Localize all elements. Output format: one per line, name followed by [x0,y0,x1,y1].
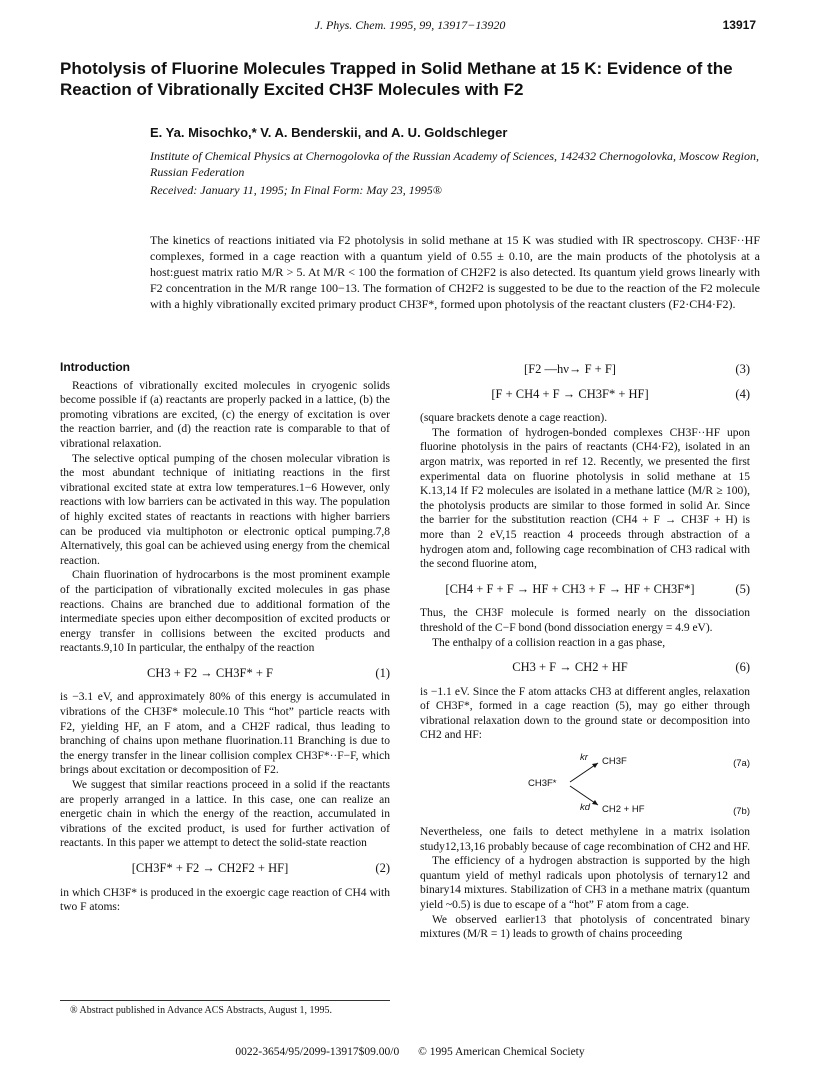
section-heading-introduction: Introduction [60,360,130,374]
paragraph: is −3.1 eV, and approximately 80% of this energy is accumulated in vibrations of the CH3F* molecule.10 This “hot” particle reacts with F2, yielding HF, an F atom, and a CH2F radical, thus leading to branching of chains upon methane fluorination.11 Branching is due to the energy transfer in the linear collision complex CH3F*··F−F, which brings about excitation or decomposition of F2. [60,691,390,777]
paragraph: The efficiency of a hydrogen abstraction is supported by the high quantum yield of methyl radicals upon photolysis of ternary12 and binary14 mixtures. Stabilization of CH3 in a methane matrix (quantum yield ~0.5) is due to escape of a “hot” F atom from a cage. [420,855,750,912]
equation-1 [60,666,390,681]
equation-3 [420,362,750,377]
equation-number: (2) [375,861,390,875]
running-header [0,18,820,38]
equation-expression: CH3 + F → CH2 + HF [512,660,628,675]
paragraph: The formation of hydrogen-bonded complexes CH3F··HF upon fluorine photolysis in the pairs of reactants (CH4·F2), isolated in an argon matrix, was reported in ref 12. Recently, we presented the first experimental data on fluorine photolysis in solid methane at 15 K.13,14 If F2 molecules are isolated in a methane lattice (M/R ≥ 100), the photolysis products are similar to those formed in solid Ar. Since the barrier for the substitution reaction (CH4 + F → CH3F + H) is more than 2 eV,15 reaction 4 proceeds through abstraction of a hydrogen atom and, following cage recombination of CH3 radical with the second fluorine atom, [420,426,750,571]
equation-expression: [CH3F* + F2 → CH2F2 + HF] [131,861,289,875]
footnote: ® Abstract published in Advance ACS Abstracts, August 1, 1995. [70,1005,333,1016]
rate-constant-kd: kd [580,802,591,814]
equation-number: (4) [735,386,750,401]
paragraph: The selective optical pumping of the chosen molecular vibration is the most abundant technique of initiating reactions in the first vibrational excited state at extra low temperatures.1−6 However, only reactions with low barriers can be activated in this way. The population of highly excited states of reactants in reactions with higher barriers can be produced via multiphoton or electronic optical pumping.7,8 Alternatively, this goal can be achieved using energy from the chemical reaction. [60,452,390,567]
equation-number: (6) [735,660,750,675]
equation-number: (3) [735,362,750,376]
article-code: 0022-3654/95/2099-13917$09.00/0 [235,1046,400,1058]
left-column [60,360,390,915]
paragraph: We suggest that similar reactions proceed in a solid if the reactants are properly arranged in a lattice. In this case, one can realize an energetic chain in which the energy of the reaction, accumulated in vibrations of the excited product, is used for further activation of reactants. In this paper we attempt to detect the solid-state reaction [60,779,390,850]
equation-4 [420,387,750,402]
paragraph: (square brackets denote a cage reaction). [420,412,608,425]
scheme-product-a: CH3F [602,756,627,768]
equation-5 [420,582,750,597]
right-column [420,360,750,942]
paragraph: in which CH3F* is produced in the exoergic cage reaction of CH4 with two F atoms: [60,886,390,914]
equation-expression: [CH4 + F + F → HF + CH3 + F → HF + CH3F*] [445,581,695,596]
paragraph: Reactions of vibrationally excited molecules in cryogenic solids become possible if (a) reactants are properly packed in a lattice, (b) the promoting vibrations are excited, (c) the energy of excitation is over the reaction barrier, and (d) the reaction rate is comparable to that of vibrational relaxation. [60,379,390,450]
received-dates: Received: January 11, 1995; In Final Form: May 23, 1995® [150,183,442,197]
abstract: The kinetics of reactions initiated via F2 photolysis in solid methane at 15 K was studied with IR spectroscopy. CH3F··HF complexes, formed in a cage reaction with a quantum yield of 0.55 ± 0.10, are the main products of the photolysis at a host:guest matrix ratio M/R > 5. At M/R < 100 the formation of CH2F2 is also detected. Its quantum yield grows linearly with F2 concentration in the M/R range 100−13. The formation of CH2F2 is suggested to be due to the reaction of the F2 molecule with a highly vibrationally excited primary product CH3F*, formed upon photolysis of the reactant clusters (F2·CH4·F2). [150,233,760,311]
equation-2 [60,861,390,876]
equation-number-7b: (7b) [733,806,750,818]
footnote-rule [60,1000,390,1001]
journal-citation: J. Phys. Chem. 1995, 99, 13917−13920 [314,18,506,32]
article-title: Photolysis of Fluorine Molecules Trapped in Solid Methane at 15 K: Evidence of the Reaction of Vibrationally Excited CH3F Molecules with F2 [60,59,733,99]
author-list: E. Ya. Misochko,* V. A. Benderskii, and A. U. Goldschleger [150,125,508,140]
paragraph: is −1.1 eV. Since the F atom attacks CH3 at different angles, relaxation of CH3F*, formed in a cage reaction (5), may go either through vibrational relaxation down to the ground state or decomposition into CH2 and HF: [420,685,750,742]
equation-expression: CH3 + F2 → CH3F* + F [147,665,273,680]
paragraph: Chain fluorination of hydrocarbons is the most prominent example of the participation of vibrationally excited molecules in gas phase reactions. Chains are branched due to additional formation of the intermediate species upon either decomposition of excited products or energy transfer in collisions between the excited products and reactants.9,10 In particular, the enthalpy of the reaction [60,569,390,655]
scheme-product-b: CH2 + HF [602,804,645,816]
equation-expression: [F + CH4 + F → CH3F* + HF] [491,386,649,401]
copyright: © 1995 American Chemical Society [418,1046,585,1058]
paragraph: Thus, the CH3F molecule is formed nearly on the dissociation threshold of the C−F bond (bond dissociation energy = 4.9 eV). [420,607,750,634]
page-footer [0,1046,820,1058]
equation-number: (1) [375,665,390,680]
page-number: 13917 [722,18,756,32]
equation-expression: [F2 —hν→ F + F] [524,362,616,376]
rate-constant-kr: kr [580,752,588,764]
equation-number-7a: (7a) [733,758,750,770]
paragraph: The enthalpy of a collision reaction in a gas phase, [432,636,666,649]
scheme-reactant: CH3F* [528,778,557,790]
arrowhead-lower [592,800,598,805]
affiliation: Institute of Chemical Physics at Chernogolovka of the Russian Academy of Sciences, 142432 Chernogolovka, Moscow Region, Russian Federation [150,149,759,179]
equation-number: (5) [735,581,750,596]
arrowhead-upper [592,763,598,768]
equation-6 [420,660,750,675]
paragraph: Nevertheless, one fails to detect methylene in a matrix isolation study12,13,16 probably because of cage recombination of CH2 and HF. [420,826,750,853]
paragraph: We observed earlier13 that photolysis of concentrated binary mixtures (M/R = 1) leads to growth of chains proceeding [420,913,750,941]
reaction-scheme-7 [420,749,750,819]
